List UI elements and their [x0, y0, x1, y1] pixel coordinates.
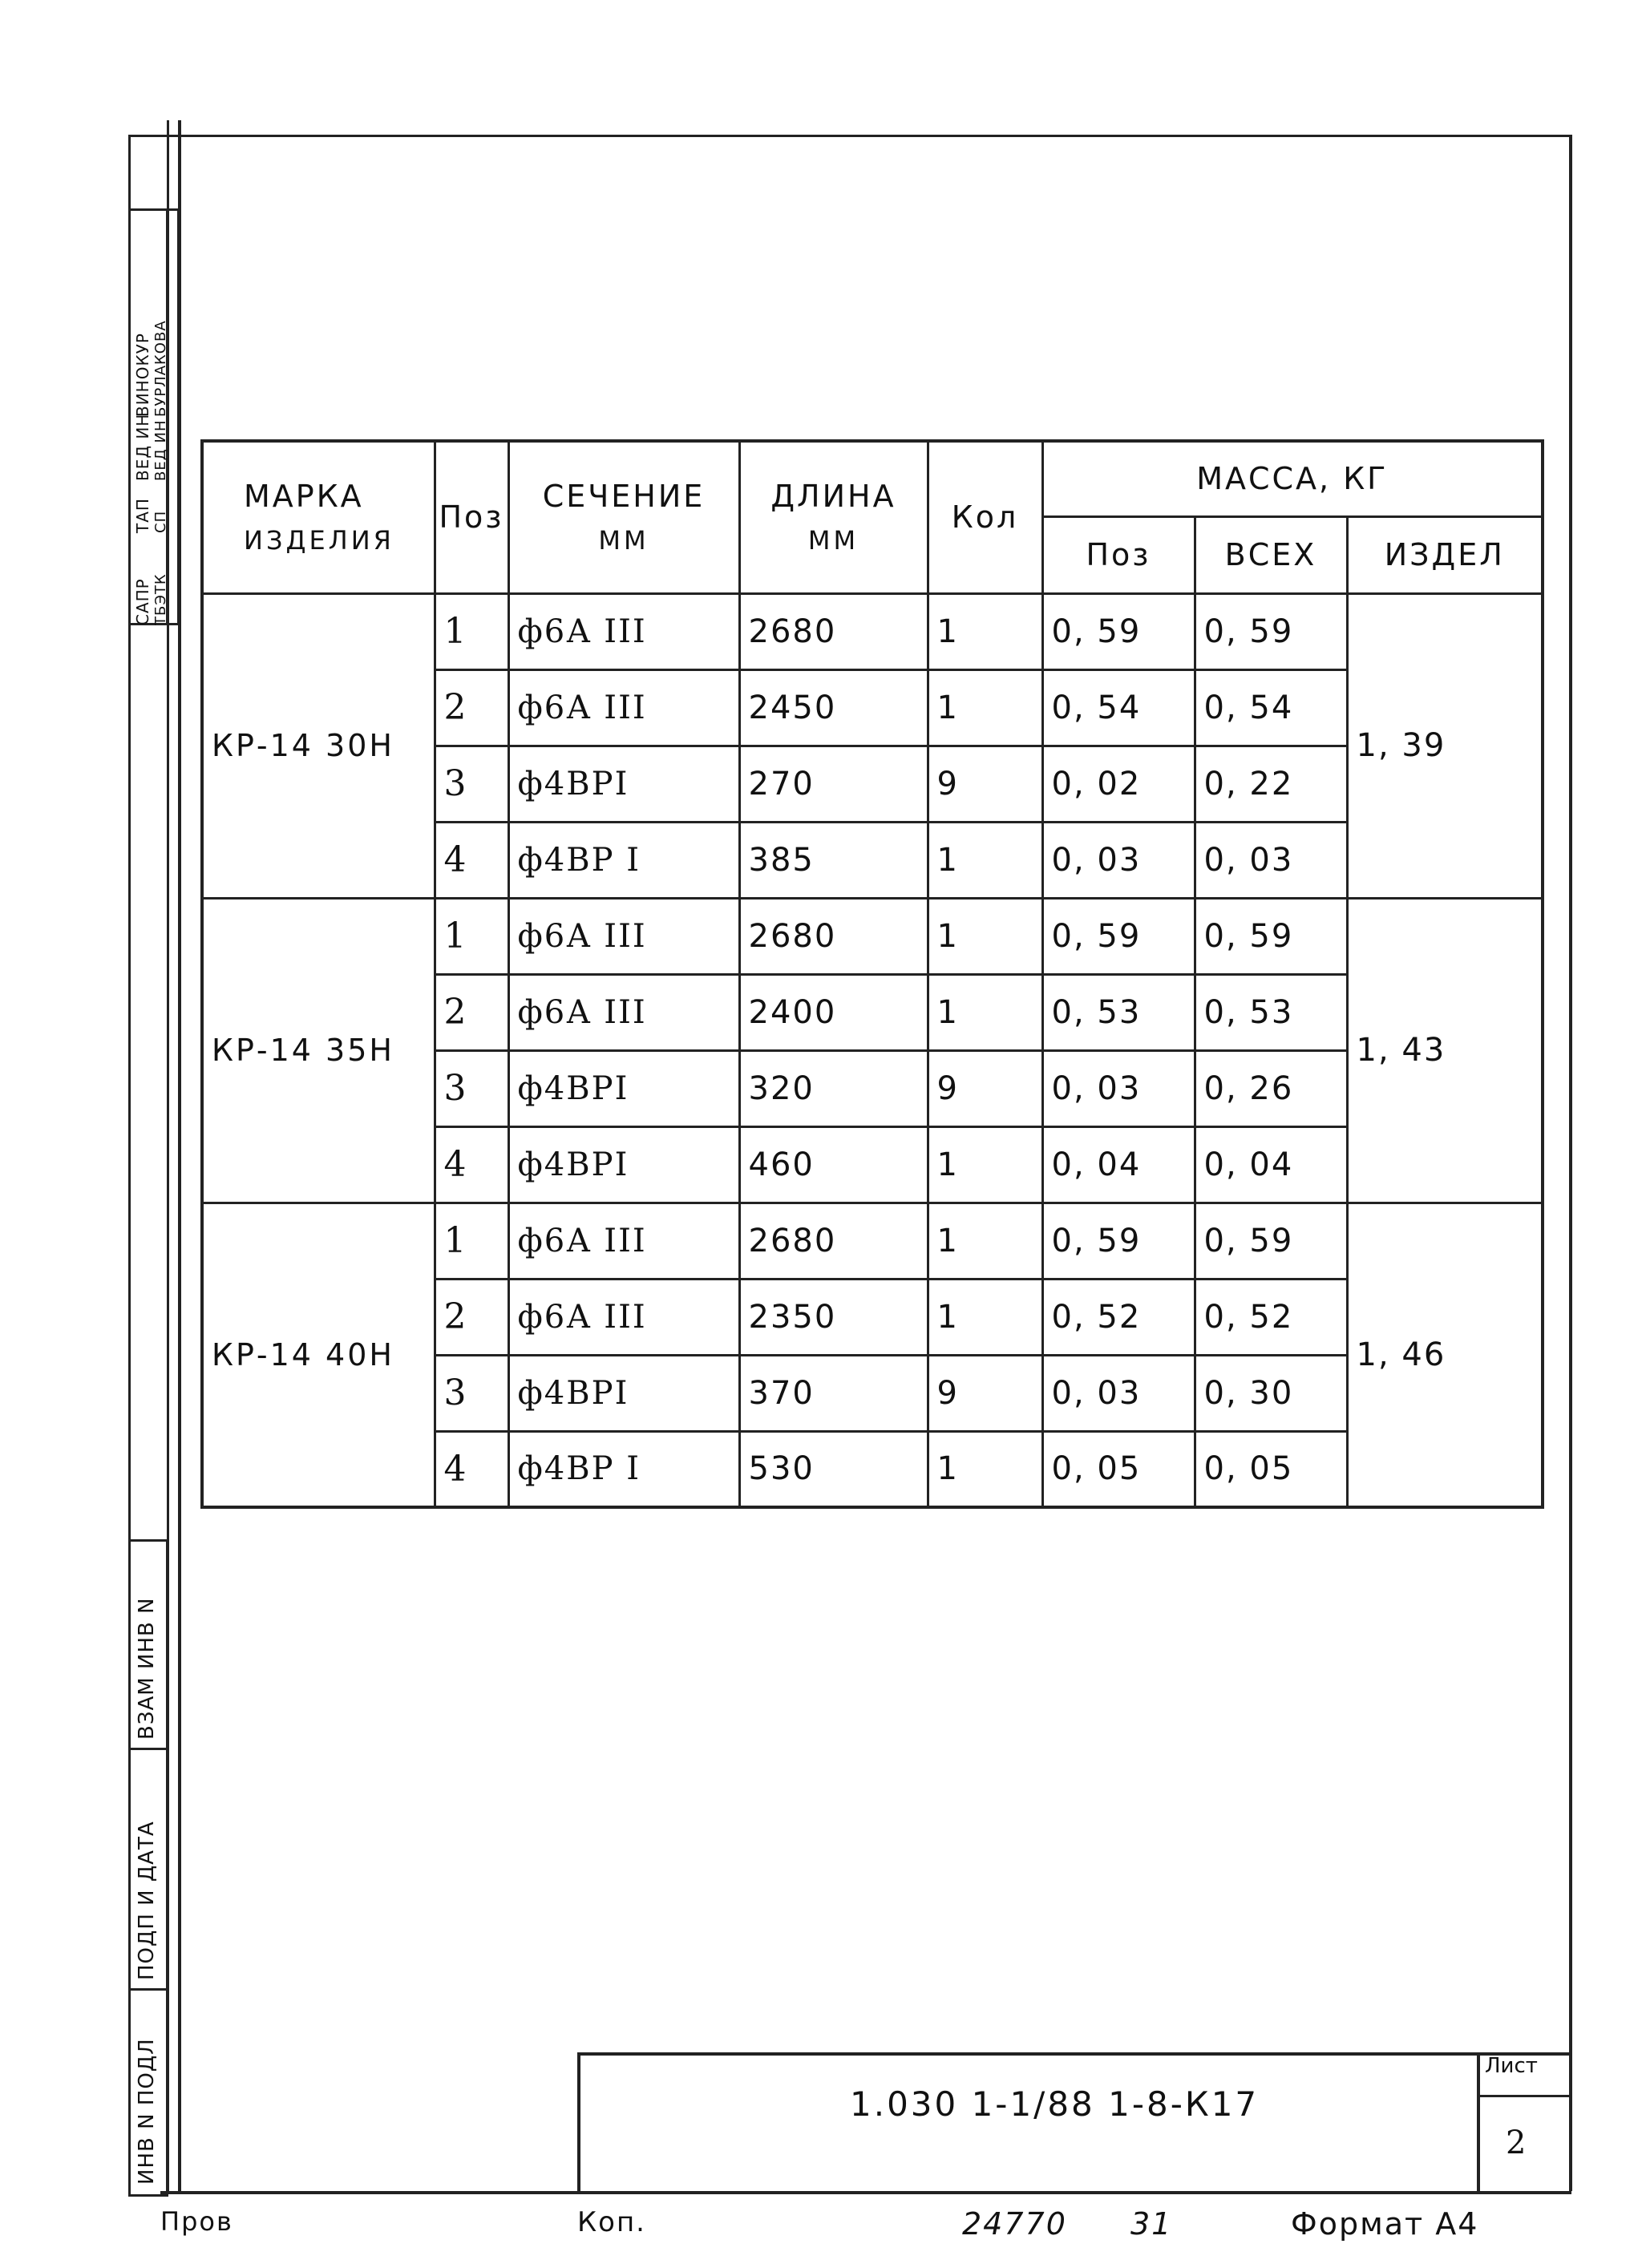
- length-cell: 270: [739, 746, 928, 822]
- footer-copied: Коп.: [577, 2206, 646, 2238]
- mass-all-cell: 0, 59: [1195, 1203, 1347, 1279]
- stamp-sapr: САПР: [133, 578, 152, 625]
- table-row: [202, 593, 1543, 669]
- qty-cell: 1: [928, 974, 1042, 1050]
- mass-all-cell: 0, 52: [1195, 1279, 1347, 1355]
- mass-pos-cell: 0, 59: [1042, 898, 1195, 974]
- footer-number: 24770: [962, 2206, 1067, 2242]
- mass-all-cell: 0, 04: [1195, 1126, 1347, 1203]
- table-row: [202, 1203, 1543, 1279]
- length-cell: 460: [739, 1126, 928, 1203]
- pos-cell: 1: [435, 593, 508, 669]
- mass-all-cell: 0, 53: [1195, 974, 1347, 1050]
- stamp-ved-in-1: ВЕД ИН: [133, 413, 152, 481]
- document-code: 1.030 1-1/88 1-8-К17: [850, 2084, 1260, 2124]
- left-stamp-divider-2: [128, 1988, 168, 1991]
- left-stamp-divider-1: [128, 1748, 168, 1750]
- section-cell: ф4ВРI: [508, 1050, 739, 1126]
- qty-cell: 1: [928, 1279, 1042, 1355]
- frame-top-line: [128, 135, 1571, 137]
- qty-cell: 1: [928, 1126, 1042, 1203]
- length-cell: 320: [739, 1050, 928, 1126]
- sheet-number: 2: [1506, 2124, 1527, 2161]
- item-mark: КР-14 30Н: [202, 593, 435, 898]
- pos-cell: 3: [435, 1050, 508, 1126]
- section-cell: ф4ВР I: [508, 822, 739, 898]
- header-mass-pos: Поз: [1042, 516, 1195, 593]
- mass-pos-cell: 0, 59: [1042, 1203, 1195, 1279]
- qty-cell: 1: [928, 669, 1042, 746]
- mass-pos-cell: 0, 05: [1042, 1431, 1195, 1507]
- qty-cell: 1: [928, 593, 1042, 669]
- length-cell: 2680: [739, 593, 928, 669]
- mass-all-cell: 0, 30: [1195, 1355, 1347, 1431]
- stamp-inv-podl: ИНВ N ПОДЛ: [135, 2038, 159, 2185]
- section-cell: ф4ВР I: [508, 1431, 739, 1507]
- sheet-divider: [1477, 2095, 1571, 2097]
- header-mass-item: ИЗДЕЛ: [1347, 516, 1543, 593]
- mass-all-cell: 0, 59: [1195, 898, 1347, 974]
- pos-cell: 4: [435, 1431, 508, 1507]
- pos-cell: 3: [435, 1355, 508, 1431]
- stamp-vinokur: ВИНОКУР: [133, 333, 152, 417]
- item-mass-total: 1, 39: [1347, 593, 1543, 898]
- mass-all-cell: 0, 26: [1195, 1050, 1347, 1126]
- qty-cell: 1: [928, 822, 1042, 898]
- header-section: [508, 441, 739, 593]
- specification-table: [200, 439, 1544, 1509]
- section-cell: ф6А III: [508, 1203, 739, 1279]
- item-mark: КР-14 35Н: [202, 898, 435, 1203]
- mass-all-cell: 0, 59: [1195, 593, 1347, 669]
- header-mark-line1: МАРКА: [244, 479, 364, 515]
- section-cell: ф6А III: [508, 974, 739, 1050]
- mass-pos-cell: 0, 52: [1042, 1279, 1195, 1355]
- stamp-tap: ТАП: [133, 498, 152, 533]
- pos-cell: 2: [435, 669, 508, 746]
- stamp-sp: СП: [152, 510, 169, 533]
- header-mass: МАССА, КГ: [1042, 441, 1543, 516]
- pos-cell: 1: [435, 1203, 508, 1279]
- qty-cell: 1: [928, 898, 1042, 974]
- section-cell: ф6А III: [508, 593, 739, 669]
- header-row-1: [202, 441, 1543, 516]
- pos-cell: 2: [435, 1279, 508, 1355]
- footer-format: Формат А4: [1291, 2206, 1479, 2242]
- header-section-line1: СЕЧЕНИЕ: [542, 479, 706, 515]
- section-cell: ф4ВРI: [508, 746, 739, 822]
- length-cell: 2350: [739, 1279, 928, 1355]
- header-mark: [202, 441, 435, 593]
- qty-cell: 9: [928, 1050, 1042, 1126]
- stamp-tbetk: ТБЭТК: [152, 573, 169, 625]
- length-cell: 2680: [739, 1203, 928, 1279]
- footer-suffix: 31: [1130, 2206, 1173, 2242]
- mass-pos-cell: 0, 54: [1042, 669, 1195, 746]
- header-length: [739, 441, 928, 593]
- pos-cell: 1: [435, 898, 508, 974]
- stamp-ved-in-2: ВЕД ИН: [152, 419, 169, 481]
- header-length-line1: ДЛИНА: [770, 479, 896, 515]
- mass-all-cell: 0, 54: [1195, 669, 1347, 746]
- mass-pos-cell: 0, 02: [1042, 746, 1195, 822]
- length-cell: 385: [739, 822, 928, 898]
- header-section-line2: ММ: [598, 525, 649, 556]
- mass-pos-cell: 0, 03: [1042, 1050, 1195, 1126]
- header-qty: Кол: [928, 441, 1042, 593]
- mass-pos-cell: 0, 03: [1042, 1355, 1195, 1431]
- length-cell: 370: [739, 1355, 928, 1431]
- header-pos: Поз: [435, 441, 508, 593]
- length-cell: 2680: [739, 898, 928, 974]
- mass-all-cell: 0, 03: [1195, 822, 1347, 898]
- section-cell: ф4ВРI: [508, 1355, 739, 1431]
- mass-all-cell: 0, 22: [1195, 746, 1347, 822]
- length-cell: 2400: [739, 974, 928, 1050]
- stamp-column-2: [166, 208, 180, 625]
- mass-pos-cell: 0, 53: [1042, 974, 1195, 1050]
- length-cell: 2450: [739, 669, 928, 746]
- length-cell: 530: [739, 1431, 928, 1507]
- pos-cell: 3: [435, 746, 508, 822]
- section-cell: ф6А III: [508, 898, 739, 974]
- item-mass-total: 1, 43: [1347, 898, 1543, 1203]
- qty-cell: 9: [928, 1355, 1042, 1431]
- section-cell: ф4ВРI: [508, 1126, 739, 1203]
- mass-all-cell: 0, 05: [1195, 1431, 1347, 1507]
- stamp-vzam-inv: ВЗАМ ИНВ N: [135, 1597, 159, 1740]
- mass-pos-cell: 0, 59: [1042, 593, 1195, 669]
- qty-cell: 1: [928, 1203, 1042, 1279]
- footer-checked: Пров: [160, 2206, 233, 2237]
- section-cell: ф6А III: [508, 1279, 739, 1355]
- header-length-line2: ММ: [807, 525, 859, 556]
- mass-pos-cell: 0, 04: [1042, 1126, 1195, 1203]
- qty-cell: 9: [928, 746, 1042, 822]
- header-mass-all: ВСЕХ: [1195, 516, 1347, 593]
- item-mark: КР-14 40Н: [202, 1203, 435, 1507]
- pos-cell: 2: [435, 974, 508, 1050]
- stamp-burlakova: БУРЛАКОВА: [152, 320, 169, 417]
- pos-cell: 4: [435, 822, 508, 898]
- frame-right-line: [1569, 135, 1572, 2191]
- stamp-podp-data: ПОДП И ДАТА: [135, 1821, 159, 1980]
- section-cell: ф6А III: [508, 669, 739, 746]
- pos-cell: 4: [435, 1126, 508, 1203]
- qty-cell: 1: [928, 1431, 1042, 1507]
- header-mark-line2: ИЗДЕЛИЯ: [244, 525, 394, 556]
- table-row: [202, 898, 1543, 974]
- mass-pos-cell: 0, 03: [1042, 822, 1195, 898]
- sheet-label: Лист: [1485, 2054, 1538, 2078]
- item-mass-total: 1, 46: [1347, 1203, 1543, 1507]
